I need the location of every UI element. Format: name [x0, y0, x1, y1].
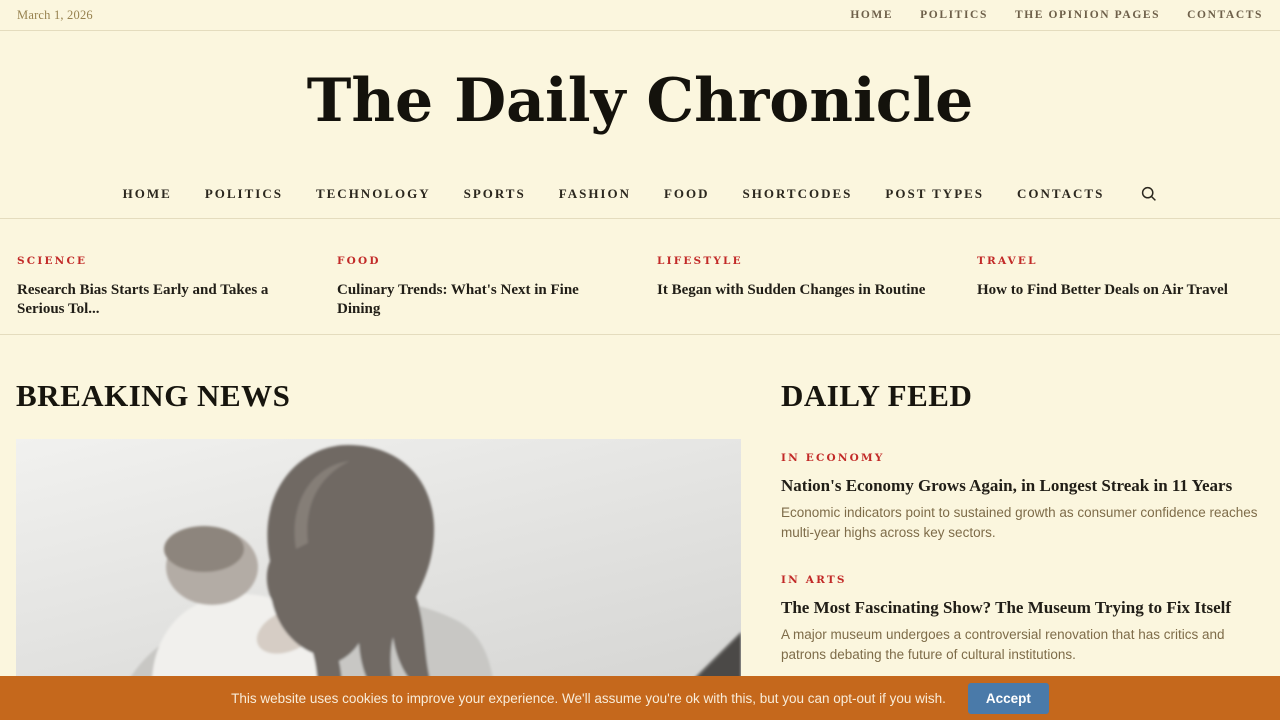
- site-logo[interactable]: The Daily Chronicle: [306, 65, 974, 136]
- topnav-item-politics[interactable]: POLITICS: [920, 9, 988, 21]
- featured-category[interactable]: FOOD: [337, 255, 381, 267]
- accept-cookies-button[interactable]: Accept: [968, 683, 1049, 714]
- feed-excerpt: Economic indicators point to sustained growth as consumer confidence reaches multi-year highs across key sectors.: [781, 505, 1258, 540]
- breaking-news-section: [16, 335, 741, 720]
- feed-item: [781, 448, 1264, 543]
- nav-item-technology[interactable]: TECHNOLOGY: [315, 186, 431, 201]
- topnav-item-opinion-pages[interactable]: THE OPINION PAGES: [1014, 9, 1161, 21]
- nav-item-shortcodes[interactable]: SHORTCODES: [742, 186, 853, 201]
- featured-item: [17, 251, 303, 334]
- cookie-message: This website uses cookies to improve your experience. We'll assume you're ok with this, but you can opt-out if you wish.: [231, 690, 946, 706]
- featured-item: [657, 251, 943, 334]
- feed-category[interactable]: IN ECONOMY: [781, 452, 885, 464]
- cookie-banner: [0, 676, 1280, 720]
- breaking-news-heading: BREAKING NEWS: [16, 378, 291, 413]
- nav-item-post-types[interactable]: POST TYPES: [885, 186, 985, 201]
- daily-feed-list: [781, 448, 1264, 665]
- featured-title[interactable]: How to Find Better Deals on Air Travel: [977, 282, 1228, 298]
- feed-excerpt: A major museum undergoes a controversial renovation that has critics and patrons debating the future of cultural institutions.: [781, 627, 1225, 662]
- nav-item-food[interactable]: FOOD: [663, 186, 710, 201]
- featured-title[interactable]: It Began with Sudden Changes in Routine: [657, 282, 926, 298]
- date-text: March 1, 2026: [17, 7, 93, 22]
- feed-category[interactable]: IN ARTS: [781, 574, 847, 586]
- featured-category[interactable]: SCIENCE: [17, 255, 88, 267]
- featured-title[interactable]: Research Bias Starts Early and Takes a Serious Tol...: [17, 282, 269, 317]
- masthead: [0, 31, 1280, 170]
- top-bar: [0, 0, 1280, 31]
- topnav-item-contacts[interactable]: CONTACTS: [1187, 9, 1263, 21]
- topnav-item-home[interactable]: HOME: [850, 9, 894, 21]
- featured-category[interactable]: TRAVEL: [977, 255, 1038, 267]
- feed-item: [781, 570, 1264, 665]
- featured-category[interactable]: LIFESTYLE: [657, 255, 743, 267]
- nav-item-sports[interactable]: SPORTS: [463, 186, 526, 201]
- nav-item-politics[interactable]: POLITICS: [204, 186, 283, 201]
- daily-feed-section: [781, 335, 1264, 720]
- feed-title[interactable]: Nation's Economy Grows Again, in Longest Streak in 11 Years: [781, 476, 1233, 495]
- nav-item-contacts[interactable]: CONTACTS: [1017, 186, 1105, 201]
- secondary-nav: [850, 9, 1263, 21]
- featured-strip: [0, 219, 1280, 335]
- featured-item: [337, 251, 623, 334]
- main-content: [0, 335, 1280, 720]
- daily-feed-heading: DAILY FEED: [781, 378, 973, 413]
- nav-item-fashion[interactable]: FASHION: [558, 186, 631, 201]
- primary-nav: [0, 170, 1280, 219]
- search-icon[interactable]: [1141, 186, 1157, 202]
- nav-item-home[interactable]: HOME: [122, 186, 172, 201]
- feed-title[interactable]: The Most Fascinating Show? The Museum Trying to Fix Itself: [781, 598, 1232, 617]
- featured-item: [977, 251, 1263, 334]
- featured-title[interactable]: Culinary Trends: What's Next in Fine Dining: [337, 282, 579, 317]
